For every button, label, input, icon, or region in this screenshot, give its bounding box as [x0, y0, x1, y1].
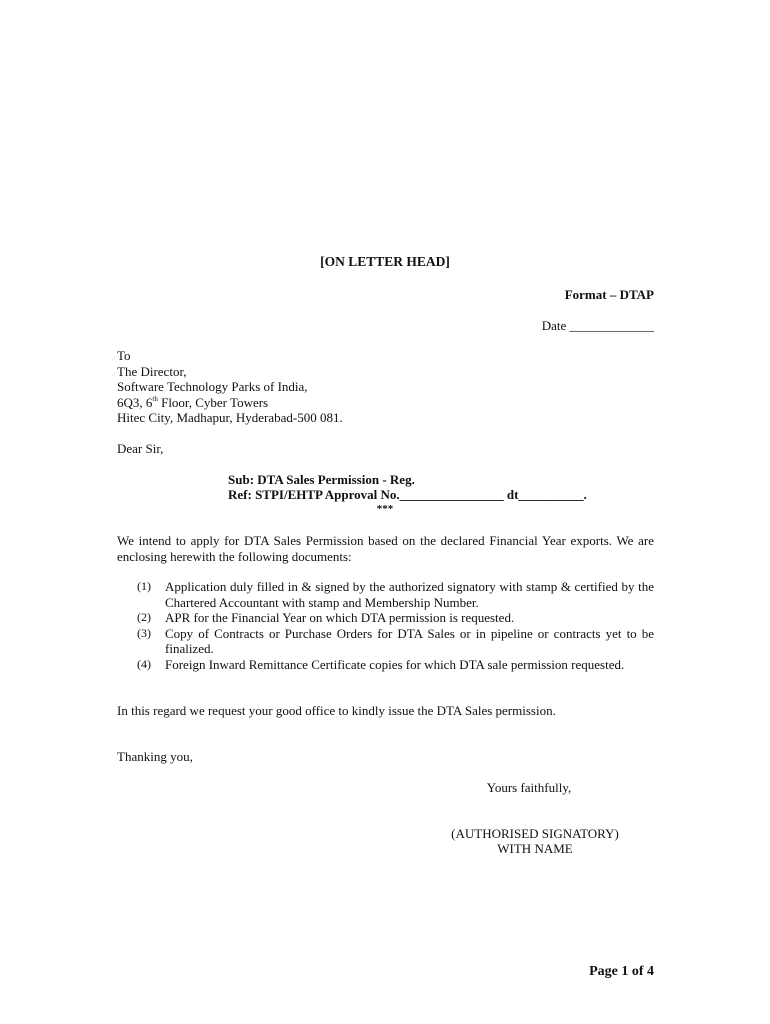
salutation: Dear Sir,: [117, 441, 164, 456]
page-number: Page 1 of 4: [589, 964, 654, 979]
recipient-address: [117, 348, 654, 426]
address-line: [117, 395, 654, 411]
format-label: Format – DTAP: [564, 287, 654, 302]
list-text: Application duly filled in & signed by the authorized signatory with stamp & certified by the Chartered Accountant with stamp and Membership Number.: [165, 579, 654, 610]
address-text: Floor, Cyber Towers: [157, 394, 269, 410]
list-number: (1): [137, 579, 151, 593]
date-field: Date _____________: [541, 318, 654, 333]
ordinal-suffix: th: [152, 394, 158, 403]
address-text: 6Q3, 6: [117, 394, 153, 410]
list-number: (2): [137, 610, 151, 624]
list-text: APR for the Financial Year on which DTA permission is requested.: [165, 610, 515, 625]
thanks-line: Thanking you,: [117, 749, 193, 764]
separator: ***: [376, 503, 394, 515]
list-number: (3): [137, 625, 151, 640]
documents-list: [137, 579, 654, 672]
request-paragraph: In this regard we request your good office to kindly issue the DTA Sales permission.: [117, 703, 556, 718]
closing-line: Yours faithfully,: [486, 780, 572, 795]
signatory-name-line: WITH NAME: [497, 841, 573, 856]
address-line: Hitec City, Madhapur, Hyderabad-500 081.: [117, 410, 343, 425]
address-to: To: [117, 348, 131, 363]
address-line: The Director,: [117, 363, 187, 379]
address-line: Software Technology Parks of India,: [117, 379, 308, 394]
letterhead-heading: [ON LETTER HEAD]: [320, 254, 450, 269]
list-text: Foreign Inward Remittance Certificate copies for which DTA sale permission requested.: [165, 656, 625, 672]
signatory-line: (AUTHORISED SIGNATORY): [451, 826, 619, 841]
list-item: [137, 626, 654, 657]
list-text: Copy of Contracts or Purchase Orders for DTA Sales or in pipeline or contracts yet to be finalized.: [165, 625, 654, 656]
subject-line: Sub: DTA Sales Permission - Reg.: [228, 472, 415, 487]
list-item: [137, 657, 654, 673]
list-number: (4): [137, 656, 151, 671]
reference-line: Ref: STPI/EHTP Approval No.________________ dt__________.: [228, 487, 587, 502]
intro-paragraph: We intend to apply for DTA Sales Permission based on the declared Financial Year exports. We are enclosing herewith the following documents:: [117, 533, 654, 564]
list-item: [137, 579, 654, 610]
list-item: [137, 610, 654, 626]
